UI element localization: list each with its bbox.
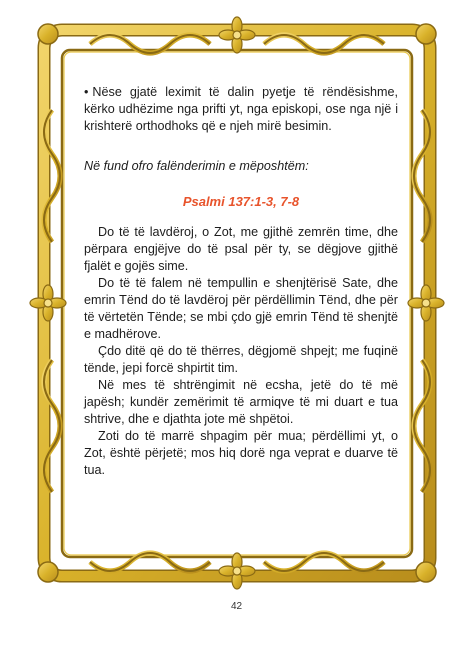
bullet-text: Nëse gjatë leximit të dalin pyetje të rëndësishme, kërko udhëzime nga prifti yt, nga episkopi, ose nga një i krishterë orthodhoks që e njeh mirë besimin. [84,85,398,133]
bullet-symbol: • [84,85,89,99]
top-flower-icon [219,17,255,53]
verse-paragraph: Do të të lavdëroj, o Zot, me gjithë zemrën time, dhe përpara engjëjve do të psal për ty, se dëgjove gjithë fjalët e gojës sime. [84,225,398,273]
verse-paragraph: Çdo ditë që do të thërres, dëgjomë shpejt; me fuqinë tënde, jepi forcë shpirtit tim. [84,344,398,375]
verse-paragraph: Në mes të shtrëngimit në ecsha, jetë do të më japësh; kundër zemërimit të armiqve të mi duart e tua shtrive, dhe e djathta jote më shpëtoi. [84,378,398,426]
page-content [84,84,398,479]
bullet-paragraph [84,84,398,135]
left-flower-icon [30,285,66,321]
right-flower-icon [408,285,444,321]
verse-paragraph: Zoti do të marrë shpagim për mua; përdëllimi yt, o Zot, është përjetë; mos hiq dorë nga veprat e duarve të tua. [84,429,398,477]
page-number: 42 [230,601,243,612]
verse-paragraph: Do të të falem në tempullin e shenjtërisë Sate, dhe emrin Tënd do të lavdëroj për përdëllimin Tënd, dhe për të vërtetën Tënde; se mbi çdo gjë emrin Tënd të shenjtë e madhërove. [84,276,398,341]
bottom-flower-icon [219,553,255,589]
intro-line: Në fund ofro falënderimin e mëposhtëm: [84,159,309,173]
psalm-heading: Psalmi 137:1-3, 7-8 [182,194,300,209]
